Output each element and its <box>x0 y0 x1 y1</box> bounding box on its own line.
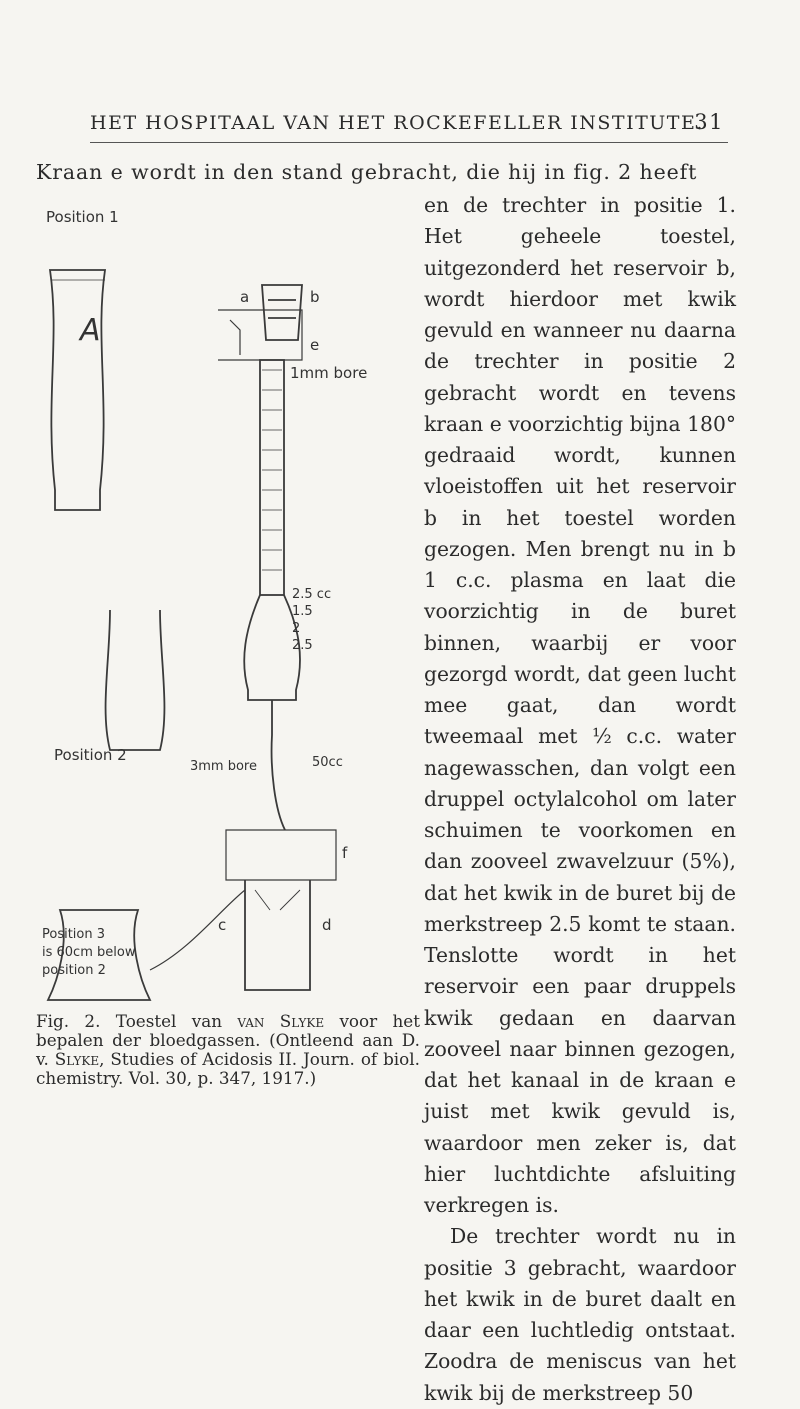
label-position-3-note-2: position 2 <box>42 963 106 978</box>
label-50cc: 50cc <box>312 755 343 770</box>
caption-part-2: voor het bepalen der bloedgassen. (Ontleend aan D. v. <box>36 1011 420 1069</box>
label-bore-3mm: 3mm bore <box>190 759 257 774</box>
leveling-bulb-pos1 <box>50 270 105 510</box>
caption-fig: Fig. 2. <box>36 1011 101 1031</box>
label-a: a <box>240 288 250 306</box>
reservoir-b <box>262 285 302 340</box>
connecting-tube <box>272 700 285 830</box>
paragraph-1: en de trechter in positie 1. Het geheele toestel, uitgezonderd het reservoir b, wordt hierdoor met kwik gevuld en wanneer nu daarna de trechter in positie 2 gebracht wordt en tevens kraan e voorzichtig bijna 180° gedraaid wordt, kunnen vloeistoffen uit het reservoir b in het toestel worden gezogen. Men brengt nu in b 1 c.c. plasma en laat die voorzichtig in de buret binnen, waarbij er voor gezorgd wordt, dat geen lucht mee gaat, dan wordt tweemaal met ½ c.c. water nagewasschen, dan volgt een druppel octylalcohol om later schuimen te voorkomen en dan zooveel zwavelzuur (5%), dat het kwik in de buret bij de merkstreep 2.5 komt te staan. Tenslotte wordt in het reservoir een paar druppels kwik gedaan en daarvan zooveel naar binnen gezogen, dat het kanaal in de kraan e juist met kwik gevuld is, waardoor men zeker is, dat hier luchtdichte afsluiting verkregen is. <box>424 193 736 1217</box>
figure-caption <box>36 1012 420 1088</box>
apparatus-drawing <box>40 190 420 1010</box>
label-A: A <box>80 313 101 348</box>
label-position-3-note-1: is 60cm below <box>42 945 136 960</box>
running-header <box>90 112 728 143</box>
lower-stopcock <box>226 830 336 880</box>
running-header-title: HET HOSPITAAL VAN HET ROCKEFELLER INSTITUTE. <box>90 112 704 134</box>
caption-part-3: , Studies of Acidosis II. Journ. of biol. chemistry. Vol. 30, p. 347, 1917.) <box>36 1049 420 1088</box>
label-bore-1mm: 1mm bore <box>290 364 368 382</box>
label-d: d <box>322 916 332 934</box>
label-mark-2: 2 <box>292 621 301 636</box>
label-b: b <box>310 288 320 306</box>
caption-part-1: Toestel van <box>100 1011 238 1031</box>
label-position-1: Position 1 <box>46 208 119 226</box>
label-e: e <box>310 336 320 354</box>
label-mark-2-5: 2.5 <box>292 638 313 653</box>
lower-chamber <box>245 880 310 990</box>
label-position-3: Position 3 <box>42 927 106 942</box>
label-f: f <box>342 844 348 862</box>
label-mark-1-5: 1.5 <box>292 604 313 619</box>
intro-line: Kraan e wordt in den stand gebracht, die hij in fig. 2 heeft <box>36 160 698 184</box>
caption-name-2: Slyke <box>54 1049 100 1069</box>
text-column <box>424 190 736 1409</box>
apparatus-figure <box>40 190 420 1010</box>
rubber-tube <box>150 890 245 970</box>
label-position-2: Position 2 <box>54 746 127 764</box>
page-number: 31 <box>694 110 724 134</box>
label-c: c <box>218 916 227 934</box>
label-2-5cc: 2.5 cc <box>292 587 332 602</box>
leveling-bulb-pos3 <box>106 610 165 750</box>
caption-name-1: van Slyke <box>237 1011 325 1031</box>
paragraph-2: De trechter wordt nu in positie 3 gebracht, waardoor het kwik in de buret daalt en daar een luchtledig ontstaat. Zoodra de meniscus van het kwik bij de merkstreep 50 <box>424 1224 736 1405</box>
burette <box>260 360 284 595</box>
